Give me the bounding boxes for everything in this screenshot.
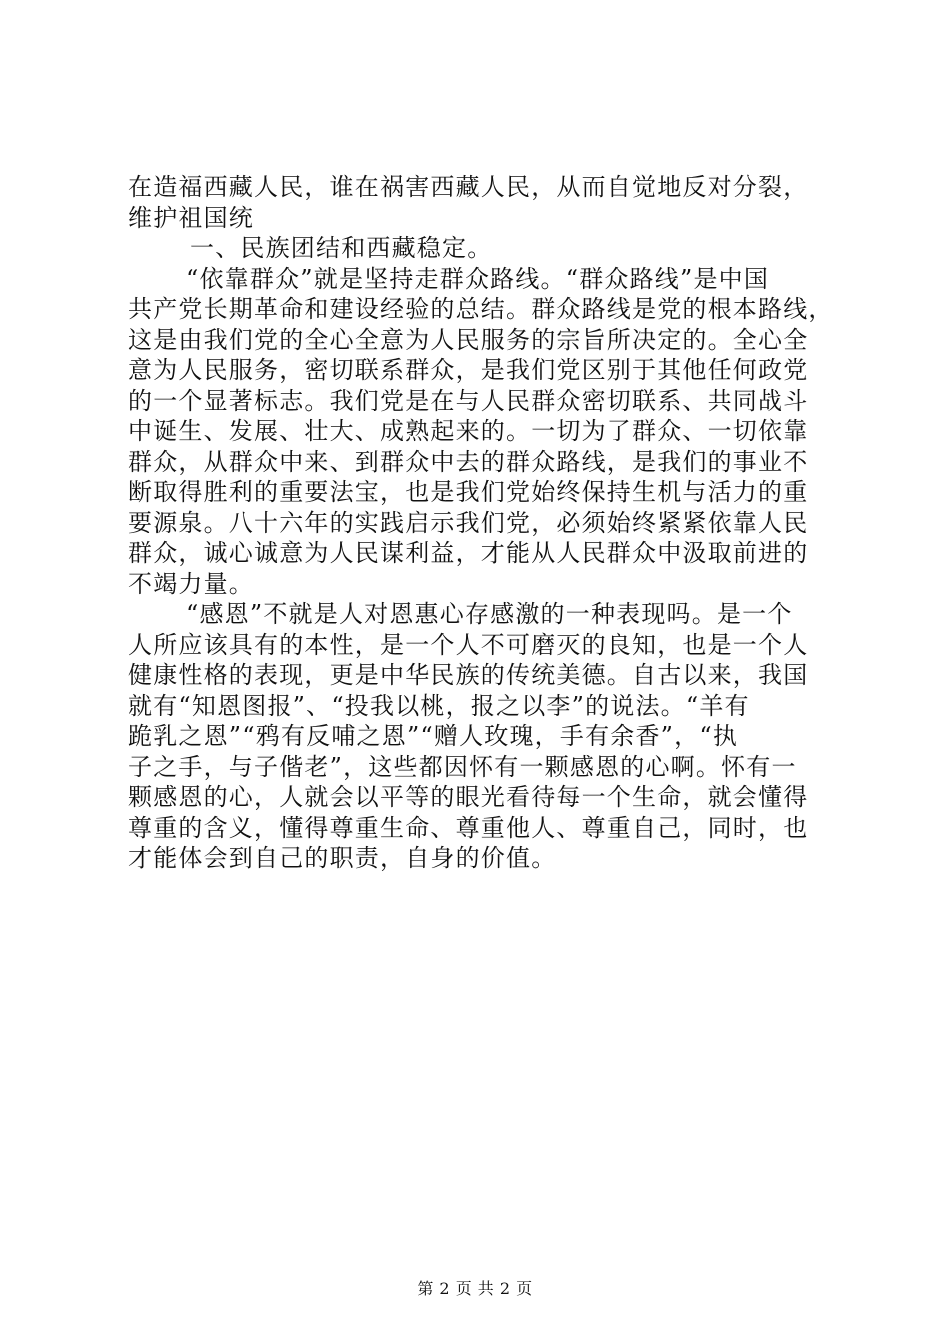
section-heading: 一、民族团结和西藏稳定。 [190, 234, 493, 262]
text-line: 不竭力量。 [128, 569, 254, 598]
text-line: 健康性格的表现，更是中华民族的传统美德。自古以来，我国 [128, 661, 809, 689]
page-number: 第 2 页 共 2 页 [417, 1279, 533, 1298]
text-line: 的一个显著标志。我们党是在与人民群众密切联系、共同战斗 [128, 386, 809, 415]
text-line: 才能体会到自己的职责，自身的价值。 [128, 844, 557, 872]
text-line: 中诞生、发展、壮大、成熟起来的。一切为了群众、一切依靠 [128, 417, 809, 445]
text-line: 意为人民服务，密切联系群众，是我们党区别于其他任何政党 [128, 356, 809, 384]
text-line: 子之手，与子偕老”，这些都因怀有一颗感恩的心啊。怀有一 [128, 752, 797, 781]
paragraph-first-line: “依靠群众”就是坚持走群众路线。“群众路线”是中国 [186, 264, 770, 293]
text-line: 在造福西藏人民，谁在祸害西藏人民，从而自觉地反对分裂， [128, 173, 809, 201]
text-line: 这是由我们党的全心全意为人民服务的宗旨所决定的。全心全 [128, 325, 809, 354]
text-line: 要源泉。八十六年的实践启示我们党，必须始终紧紧依靠人民 [128, 508, 809, 537]
document-body [128, 172, 834, 874]
text-line: 就有“知恩图报”、“投我以桃，报之以李”的说法。“羊有 [128, 691, 750, 720]
text-line: 颗感恩的心，人就会以平等的眼光看待每一个生命，就会懂得 [128, 783, 809, 811]
text-line: 断取得胜利的重要法宝，也是我们党始终保持生机与活力的重 [128, 478, 809, 506]
text-line: 群众，诚心诚意为人民谋利益，才能从人民群众中汲取前进的 [128, 539, 809, 567]
text-line: 共产党长期革命和建设经验的总结。群众路线是党的根本路线， [128, 295, 834, 323]
text-line: 维护祖国统 [128, 203, 254, 232]
text-line: 人所应该具有的本性，是一个人不可磨灭的良知，也是一个人 [128, 630, 809, 659]
text-line: 尊重的含义，懂得尊重生命、尊重他人、尊重自己，同时，也 [128, 813, 809, 842]
text-line: 跪乳之恩”“鸦有反哺之恩”“赠人玫瑰，手有余香”，“执 [128, 722, 739, 750]
text-line: 群众，从群众中来、到群众中去的群众路线，是我们的事业不 [128, 447, 809, 476]
paragraph-first-line: “感恩”不就是人对恩惠心存感激的一种表现吗。是一个 [186, 600, 793, 628]
